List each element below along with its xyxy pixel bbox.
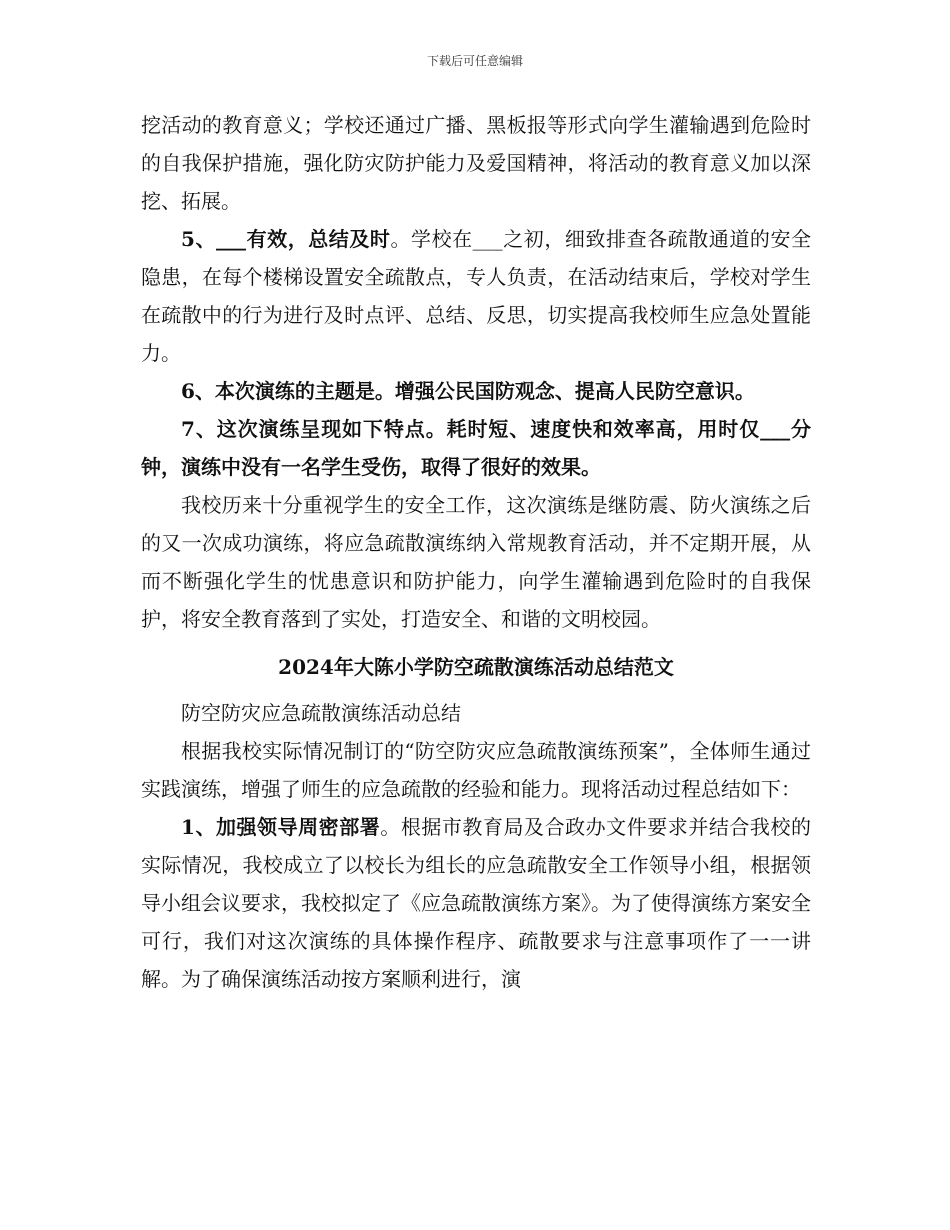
document-body: [141, 106, 811, 998]
item-1-text: 。根据市教育局及合政办文件要求并结合我校的实际情况，我校成立了以校长为组长的应急疏散安全工作领导小组，根据领导小组会议要求，我校拟定了《应急疏散演练方案》。为了使得演练方案安全可行，我们对这次演练的具体操作程序、疏散要求与注意事项作了一一讲解。为了确保演练活动按方案顺利进行，演: [141, 815, 811, 991]
section-title: 2024年大陈小学防空疏散演练活动总结范文: [278, 655, 674, 679]
paragraph-item-6: 6、本次演练的主题是。增强公民国防观念、提高人民防空意识。: [181, 379, 755, 403]
paragraph-item-7: 7、这次演练呈现如下特点。耗时短、速度快和效率高，用时仅___分钟，演练中没有一名学生受伤，取得了很好的效果。: [141, 417, 811, 479]
page-header: 下载后可任意编辑: [426, 54, 523, 68]
paragraph-item-1: [141, 808, 811, 998]
item-1-heading: 1、加强领导周密部署: [181, 815, 381, 839]
paragraph-item-5: [141, 220, 811, 372]
paragraph-intro: 根据我校实际情况制订的“防空防灾应急疏散演练预案”，全体师生通过实践演练，增强了师生的应急疏散的经验和能力。现将活动过程总结如下：: [141, 739, 811, 801]
item-5-heading: 5、___有效，总结及时: [181, 227, 391, 251]
paragraph-subtitle: 防空防灾应急疏散演练活动总结: [181, 701, 461, 725]
item-5-text: 。学校在___之初，细致排查各疏散通道的安全隐患，在每个楼梯设置安全疏散点，专人负责，在活动结束后，学校对学生在疏散中的行为进行及时点评、总结、反思，切实提高我校师生应急处置能力。: [141, 227, 812, 365]
paragraph-continuation: 挖活动的教育意义；学校还通过广播、黑板报等形式向学生灌输遇到危险时的自我保护措施，强化防灾防护能力及爱国精神，将活动的教育意义加以深挖、拓展。: [141, 113, 811, 213]
paragraph-conclusion: 我校历来十分重视学生的安全工作，这次演练是继防震、防火演练之后的又一次成功演练，将应急疏散演练纳入常规教育活动，并不定期开展，从而不断强化学生的忧患意识和防护能力，向学生灌输遇到危险时的自我保护，将安全教育落到了实处，打造安全、和谐的文明校园。: [141, 493, 811, 631]
